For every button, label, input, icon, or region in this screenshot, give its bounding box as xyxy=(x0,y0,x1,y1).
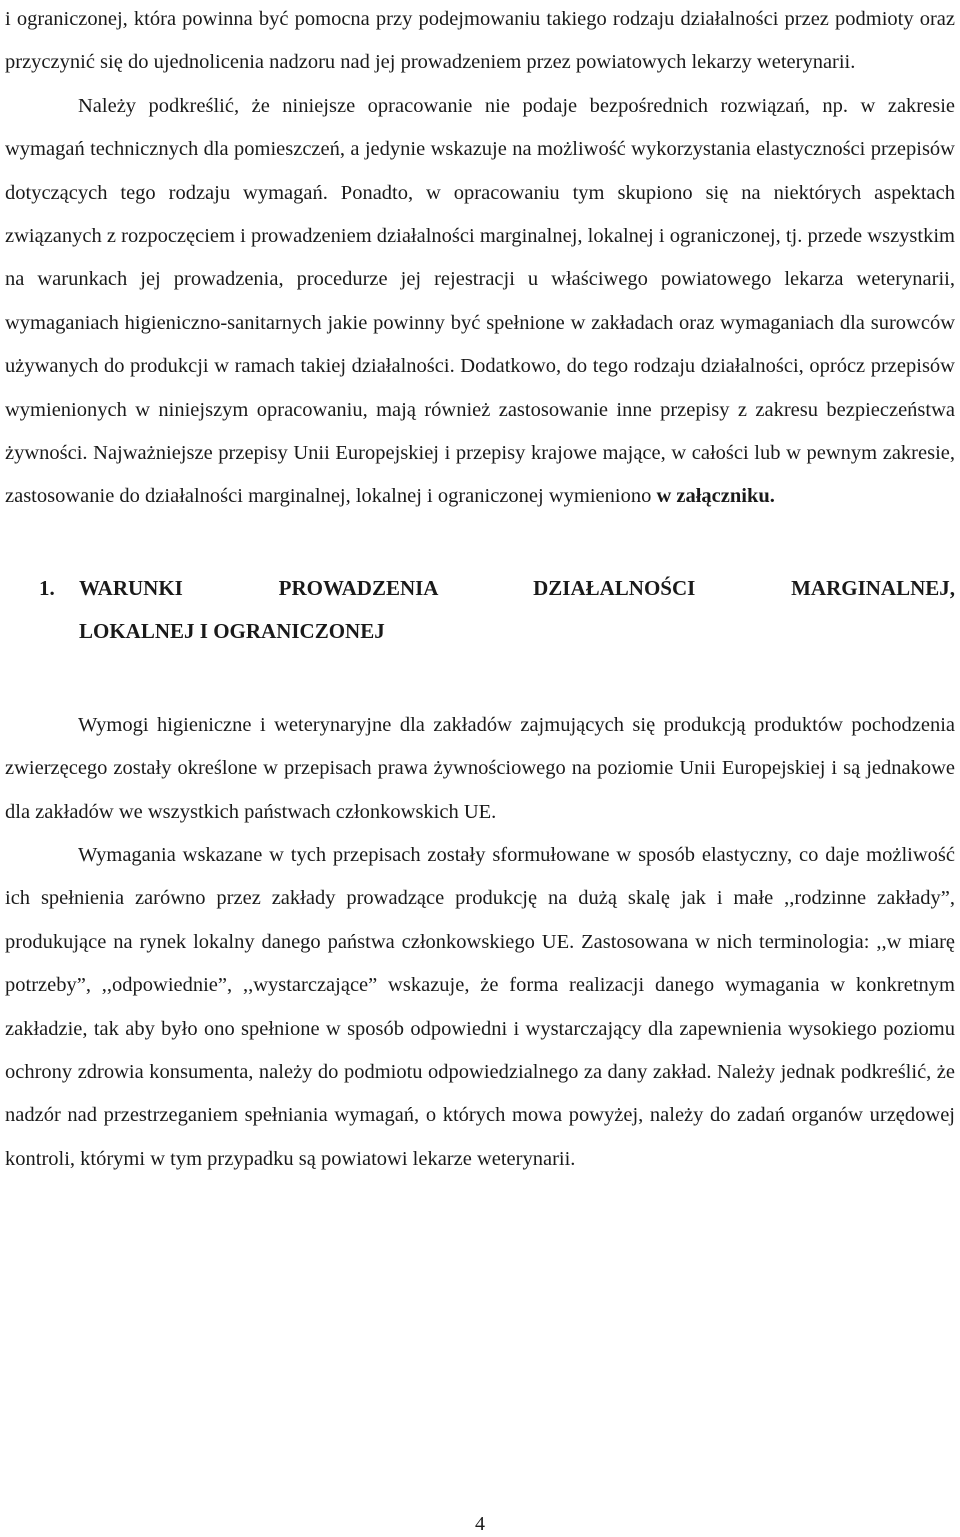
page-number: 4 xyxy=(475,1513,485,1535)
appendix-reference: w załączniku. xyxy=(656,485,775,508)
section-title-line1: WARUNKI PROWADZENIA DZIAŁALNOŚCI MARGINALNEJ, xyxy=(79,575,955,600)
section-body xyxy=(5,704,955,1181)
section-title-line2: LOKALNEJ I OGRANICZONEJ xyxy=(79,619,385,644)
intro-text-part2: Należy podkreślić, że niniejsze opracowanie nie podaje bezpośrednich rozwiązań, np. w zakresie wymagań technicznych dla pomieszczeń, a jedynie wskazuje na możliwość wykorzystania elastyczności przepisów dotyczących tego rodzaju wymagań. Ponadto, w opracowaniu tym skupiono się na niektórych aspektach związanych z rozpoczęciem i prowadzeniem działalności marginalnej, lokalnej i ograniczonej, tj. przede wszystkim na warunkach jej prowadzenia, procedurze jej rejestracji u właściwego powiatowego lekarza weterynarii, wymaganiach higieniczno-sanitarnych jakie powinny być spełnione w zakładach oraz wymaganiach dla surowców używanych do produkcji w ramach takiej działalności. Dodatkowo, do tego rodzaju działalności, oprócz przepisów wymienionych w niniejszym opracowaniu, mają również zastosowanie inne przepisy z zakresu bezpieczeństwa żywności. Najważniejsze przepisy Unii Europejskiej i przepisy krajowe mające, w całości lub w pewnym zakresie, zastosowanie do działalności marginalnej, lokalnej i ograniczonej wymieniono xyxy=(5,94,955,508)
section-title xyxy=(79,567,955,654)
intro-text-part1: i ograniczonej, która powinna być pomocna przy podejmowaniu takiego rodzaju działalności przez podmioty oraz przyczynić się do ujednolicenia nadzoru nad jej prowadzeniem przez powiatowych lekarzy weterynarii. xyxy=(5,8,955,74)
paragraph-hygiene-requirements: Wymogi higieniczne i weterynaryjne dla zakładów zajmujących się produkcją produktów pochodzenia zwierzęcego zostały określone w przepisach prawa żywnościowego na poziomie Unii Europejskiej i są jednakowe dla zakładów we wszystkich państwach członkowskich UE. xyxy=(5,713,955,823)
intro-text xyxy=(5,0,955,519)
section-heading xyxy=(5,567,955,654)
paragraph-flexibility: Wymagania wskazane w tych przepisach zostały sformułowane w sposób elastyczny, co daje możliwość ich spełnienia zarówno przez zakłady prowadzące produkcję na dużą skalę jak i małe ,,rodzinne zakłady”, produkujące na rynek lokalny danego państwa członkowskiego UE. Zastosowana w nich terminologia: ,,w miarę potrzeby”, ,,odpowiednie”, ,,wystarczające” wskazuje, że forma realizacji danego wymagania w konkretnym zakładzie, tak aby było ono spełnione w sposób odpowiedni i wystarczający dla zapewnienia wysokiego poziomu ochrony zdrowia konsumenta, należy do podmiotu odpowiedzialnego za dany zakład. Należy jednak podkreślić, że nadzór nad przestrzeganiem spełniania wymagań, o których mowa powyżej, należy do zadań organów urzędowej kontroli, którymi w tym przypadku są powiatowi lekarze weterynarii. xyxy=(5,843,955,1170)
section-number: 1. xyxy=(39,575,55,600)
document-page xyxy=(5,0,955,1181)
